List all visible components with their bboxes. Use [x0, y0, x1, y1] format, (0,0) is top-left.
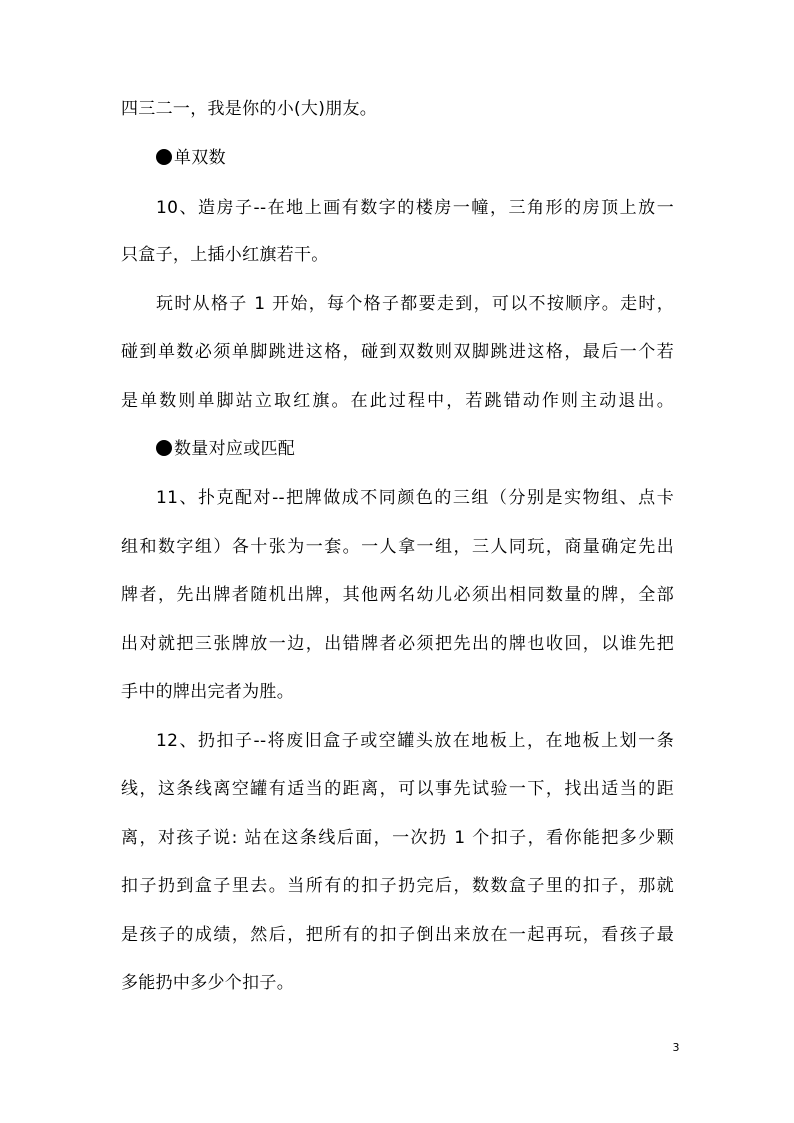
text-line: 离，对孩子说: 站在这条线后面，一次扔 1 个扣子，看你能把多少颗	[121, 828, 674, 848]
text-line: 是孩子的成绩，然后，把所有的扣子倒出来放在一起再玩，看孩子最	[121, 925, 674, 945]
text-line: 四三二一，我是你的小(大)朋友。	[121, 99, 378, 119]
text-line: 线，这条线离空罐有适当的距离，可以事先试验一下，找出适当的距	[121, 779, 674, 799]
text-line: 10、造房子--在地上画有数字的楼房一幢，三角形的房顶上放一	[156, 198, 674, 218]
bullet-heading-odd-even	[156, 146, 226, 170]
bullet-icon	[156, 149, 172, 165]
text-line: 手中的牌出完者为胜。	[121, 682, 294, 702]
text-line: 牌者，先出牌者随机出牌，其他两名幼儿必须出相同数量的牌，全部	[121, 585, 674, 605]
bullet-heading-text: 数量对应或匹配	[174, 439, 296, 459]
text-line: 12、扔扣子--将废旧盒子或空罐头放在地板上，在地板上划一条	[156, 731, 674, 751]
text-line: 多能扔中多少个扣子。	[121, 973, 294, 993]
page-number: 3	[672, 1041, 680, 1054]
text-line: 组和数字组）各十张为一套。一人拿一组，三人同玩，商量确定先出	[121, 537, 674, 557]
text-line: 是单数则单脚站立取红旗。在此过程中，若跳错动作则主动退出。	[121, 391, 674, 411]
text-line: 扣子扔到盒子里去。当所有的扣子扔完后，数数盒子里的扣子，那就	[121, 876, 674, 896]
text-line: 11、扑克配对--把牌做成不同颜色的三组（分别是实物组、点卡	[156, 488, 674, 508]
text-line: 碰到单数必须单脚跳进这格，碰到双数则双脚跳进这格，最后一个若	[121, 342, 674, 362]
bullet-icon	[156, 440, 172, 456]
text-line: 只盒子，上插小红旗若干。	[121, 245, 329, 265]
bullet-heading-matching	[156, 437, 295, 461]
bullet-heading-text: 单双数	[174, 148, 226, 168]
text-line: 出对就把三张牌放一边，出错牌者必须把先出的牌也收回，以谁先把	[121, 634, 674, 654]
text-line: 玩时从格子 1 开始，每个格子都要走到，可以不按顺序。走时，	[156, 294, 674, 314]
